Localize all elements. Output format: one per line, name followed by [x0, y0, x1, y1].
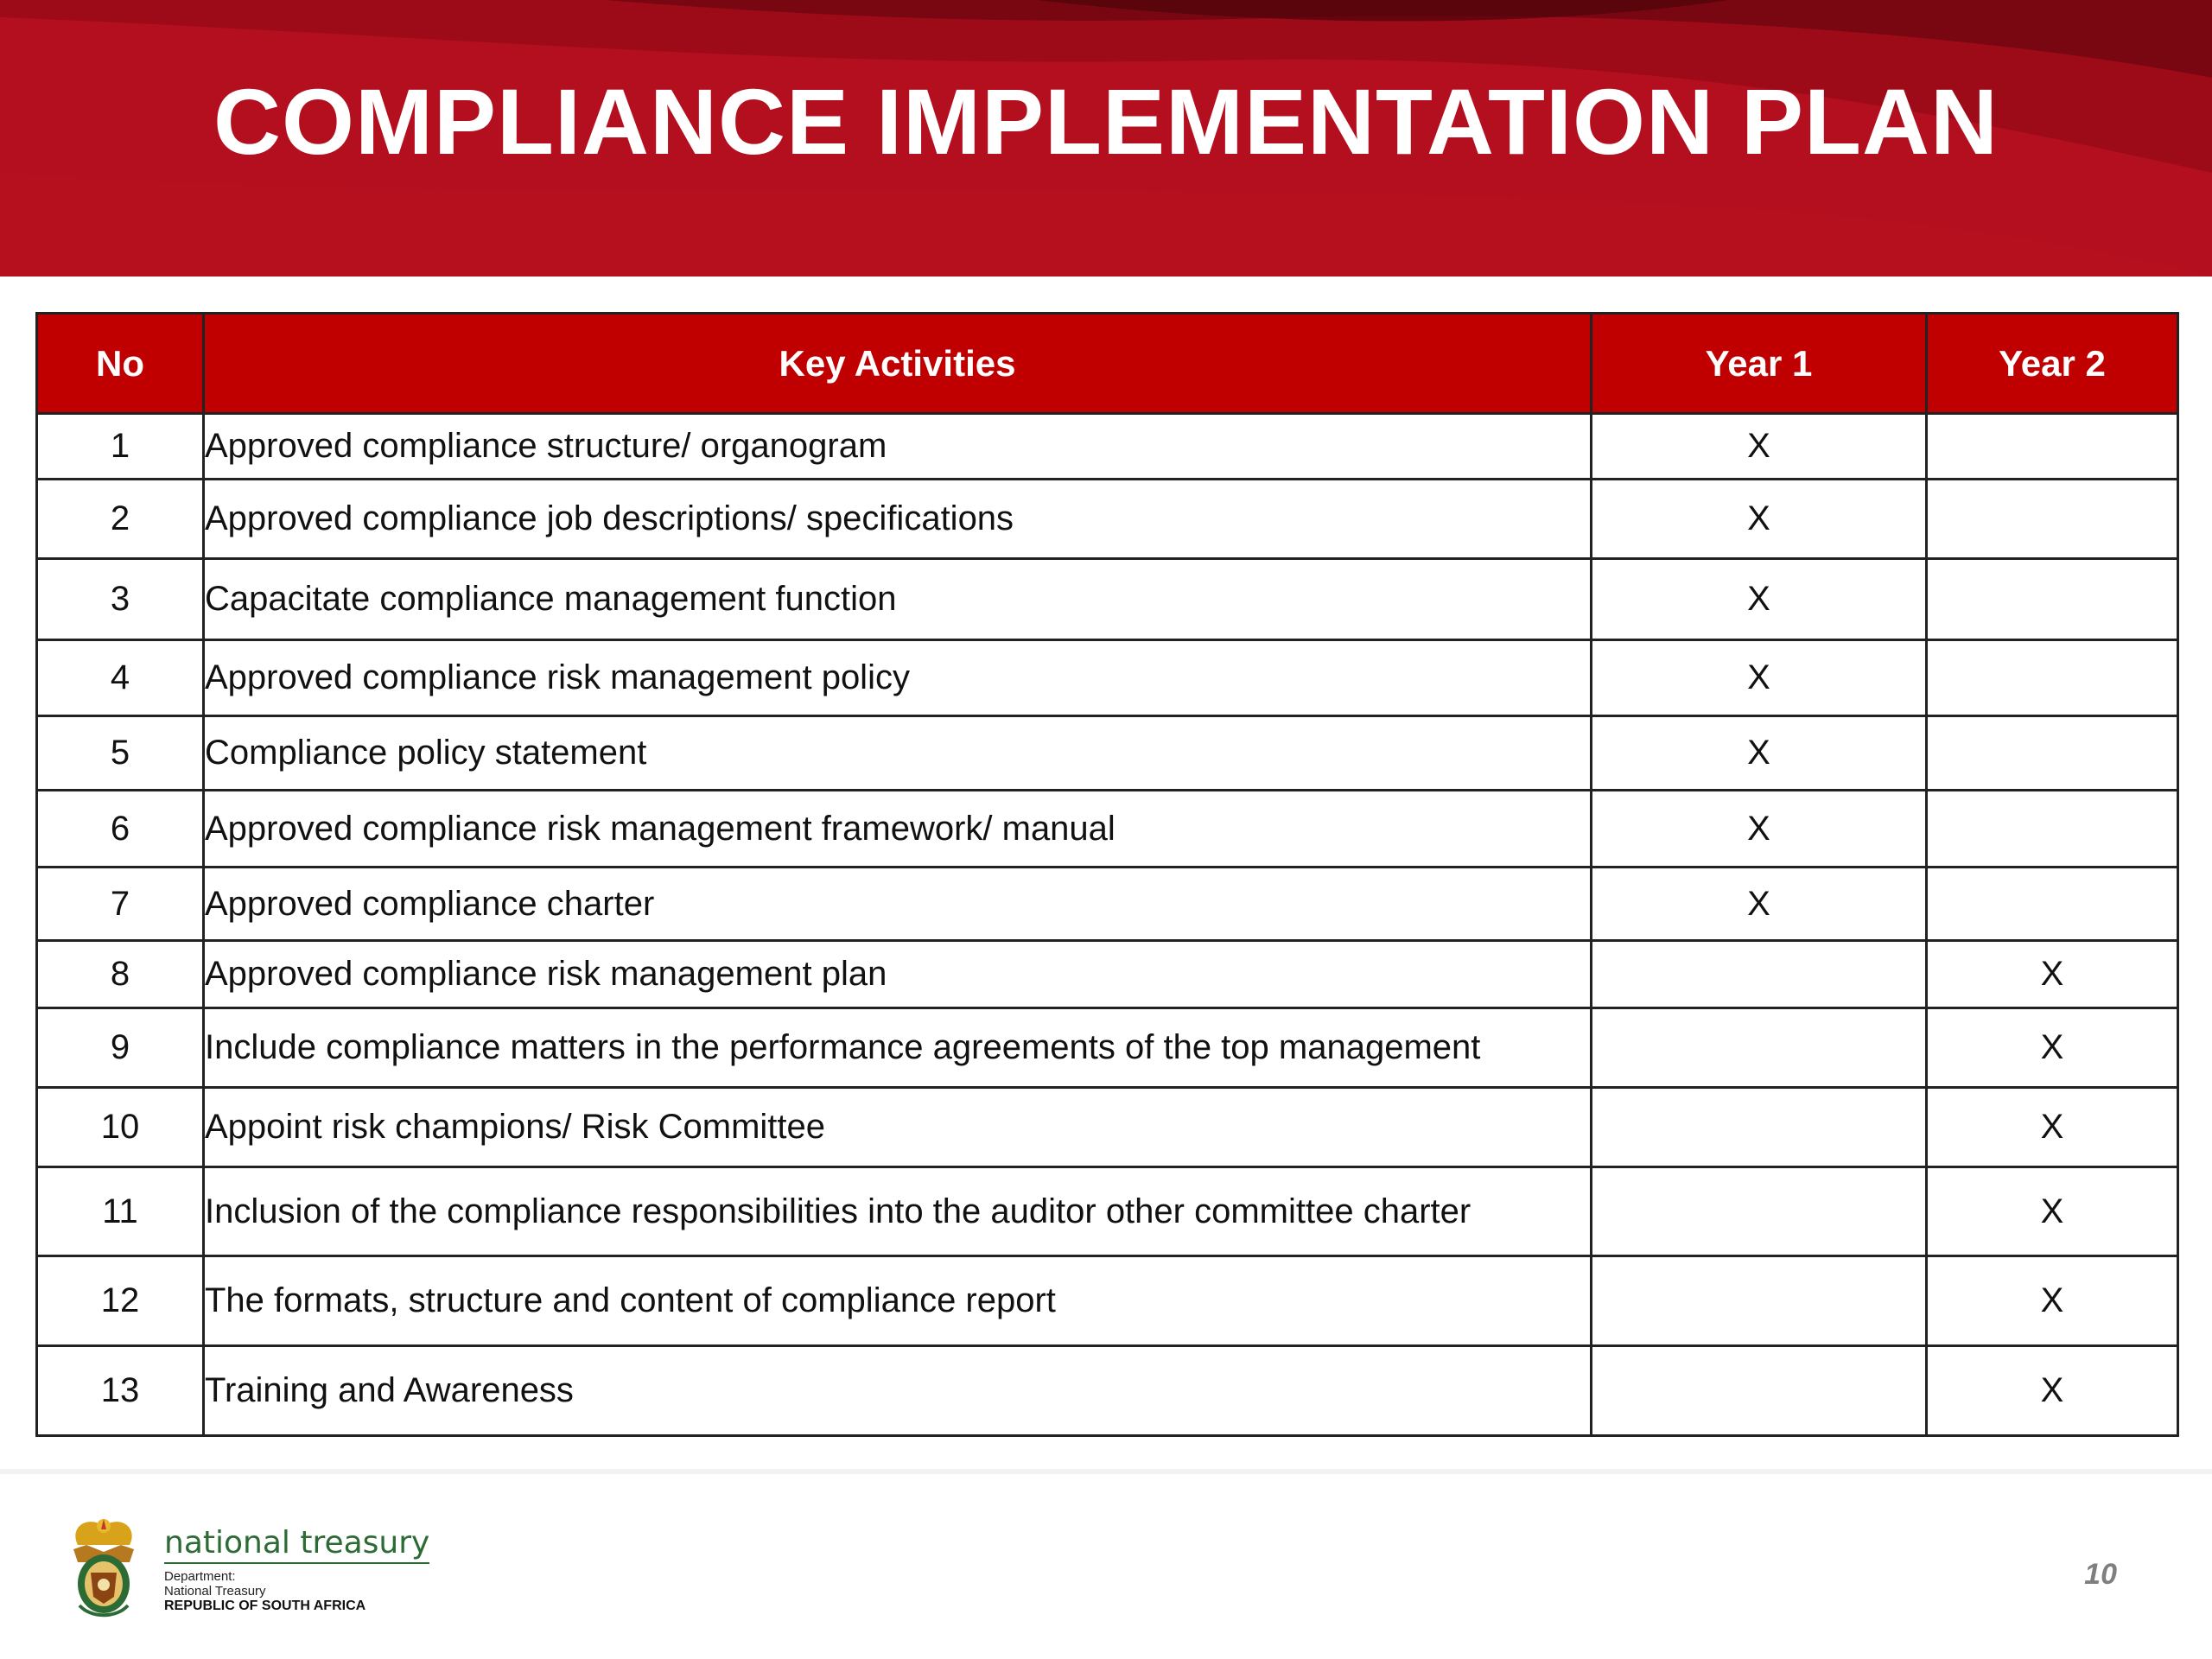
year-2-mark: X	[1927, 941, 2178, 1008]
year-2-mark: X	[1927, 1008, 2178, 1088]
coat-of-arms-logo	[60, 1510, 147, 1623]
activity-cell: Include compliance matters in the performance agreements of the top management	[204, 1008, 1592, 1088]
row-number: 8	[37, 941, 204, 1008]
table-row	[37, 941, 2178, 1008]
activity-cell: Inclusion of the compliance responsibilities into the auditor other committee charter	[204, 1167, 1592, 1256]
year-1-mark: X	[1592, 716, 1927, 791]
year-1-mark	[1592, 941, 1927, 1008]
year-2-mark	[1927, 640, 2178, 716]
year-2-mark	[1927, 868, 2178, 941]
row-number: 1	[37, 414, 204, 480]
row-number: 12	[37, 1256, 204, 1346]
footer-divider	[0, 1469, 2212, 1474]
table-row	[37, 640, 2178, 716]
year-1-mark: X	[1592, 791, 1927, 868]
table-row	[37, 716, 2178, 791]
activity-cell: Approved compliance job descriptions/ specifications	[204, 480, 1592, 559]
coat-of-arms-icon	[60, 1510, 147, 1623]
activity-cell: Approved compliance risk management policy	[204, 640, 1592, 716]
activity-cell: Appoint risk champions/ Risk Committee	[204, 1088, 1592, 1167]
brand-name: national treasury	[164, 1525, 429, 1564]
page-number: 10	[2084, 1558, 2117, 1591]
table-row	[37, 1008, 2178, 1088]
column-header-year-2: Year 2	[1927, 314, 2178, 414]
row-number: 6	[37, 791, 204, 868]
year-1-mark: X	[1592, 414, 1927, 480]
year-2-mark	[1927, 716, 2178, 791]
table-row	[37, 1346, 2178, 1436]
column-header-key-activities: Key Activities	[204, 314, 1592, 414]
year-2-mark	[1927, 559, 2178, 640]
year-1-mark: X	[1592, 640, 1927, 716]
row-number: 5	[37, 716, 204, 791]
activity-cell: Compliance policy statement	[204, 716, 1592, 791]
year-1-mark: X	[1592, 480, 1927, 559]
table-row	[37, 1256, 2178, 1346]
table-row	[37, 1167, 2178, 1256]
page-title: COMPLIANCE IMPLEMENTATION PLAN	[213, 68, 1999, 174]
implementation-plan-table	[35, 312, 2179, 1437]
row-number: 9	[37, 1008, 204, 1088]
year-1-mark	[1592, 1008, 1927, 1088]
table-row	[37, 480, 2178, 559]
table-row	[37, 414, 2178, 480]
row-number: 11	[37, 1167, 204, 1256]
table-row	[37, 559, 2178, 640]
department-name: National Treasury	[164, 1584, 266, 1599]
year-2-mark: X	[1927, 1256, 2178, 1346]
national-treasury-brand	[164, 1525, 429, 1614]
row-number: 3	[37, 559, 204, 640]
activity-cell: Approved compliance charter	[204, 868, 1592, 941]
department-label: Department:	[164, 1569, 236, 1584]
row-number: 13	[37, 1346, 204, 1436]
activity-cell: The formats, structure and content of compliance report	[204, 1256, 1592, 1346]
title-banner	[0, 0, 2212, 276]
year-2-mark: X	[1927, 1346, 2178, 1436]
table-header-row	[37, 314, 2178, 414]
activity-cell: Approved compliance risk management framework/ manual	[204, 791, 1592, 868]
year-1-mark	[1592, 1256, 1927, 1346]
year-2-mark	[1927, 414, 2178, 480]
column-header-no: No	[37, 314, 204, 414]
row-number: 7	[37, 868, 204, 941]
row-number: 4	[37, 640, 204, 716]
country-name: REPUBLIC OF SOUTH AFRICA	[164, 1599, 366, 1613]
activity-cell: Approved compliance risk management plan	[204, 941, 1592, 1008]
activity-cell: Approved compliance structure/ organogram	[204, 414, 1592, 480]
table-row	[37, 868, 2178, 941]
row-number: 2	[37, 480, 204, 559]
year-2-mark	[1927, 480, 2178, 559]
column-header-year-1: Year 1	[1592, 314, 1927, 414]
year-1-mark	[1592, 1346, 1927, 1436]
year-1-mark: X	[1592, 868, 1927, 941]
year-2-mark: X	[1927, 1167, 2178, 1256]
year-2-mark	[1927, 791, 2178, 868]
year-2-mark: X	[1927, 1088, 2178, 1167]
table-row	[37, 791, 2178, 868]
activity-cell: Training and Awareness	[204, 1346, 1592, 1436]
activity-cell: Capacitate compliance management function	[204, 559, 1592, 640]
year-1-mark: X	[1592, 559, 1927, 640]
row-number: 10	[37, 1088, 204, 1167]
year-1-mark	[1592, 1088, 1927, 1167]
table-row	[37, 1088, 2178, 1167]
year-1-mark	[1592, 1167, 1927, 1256]
